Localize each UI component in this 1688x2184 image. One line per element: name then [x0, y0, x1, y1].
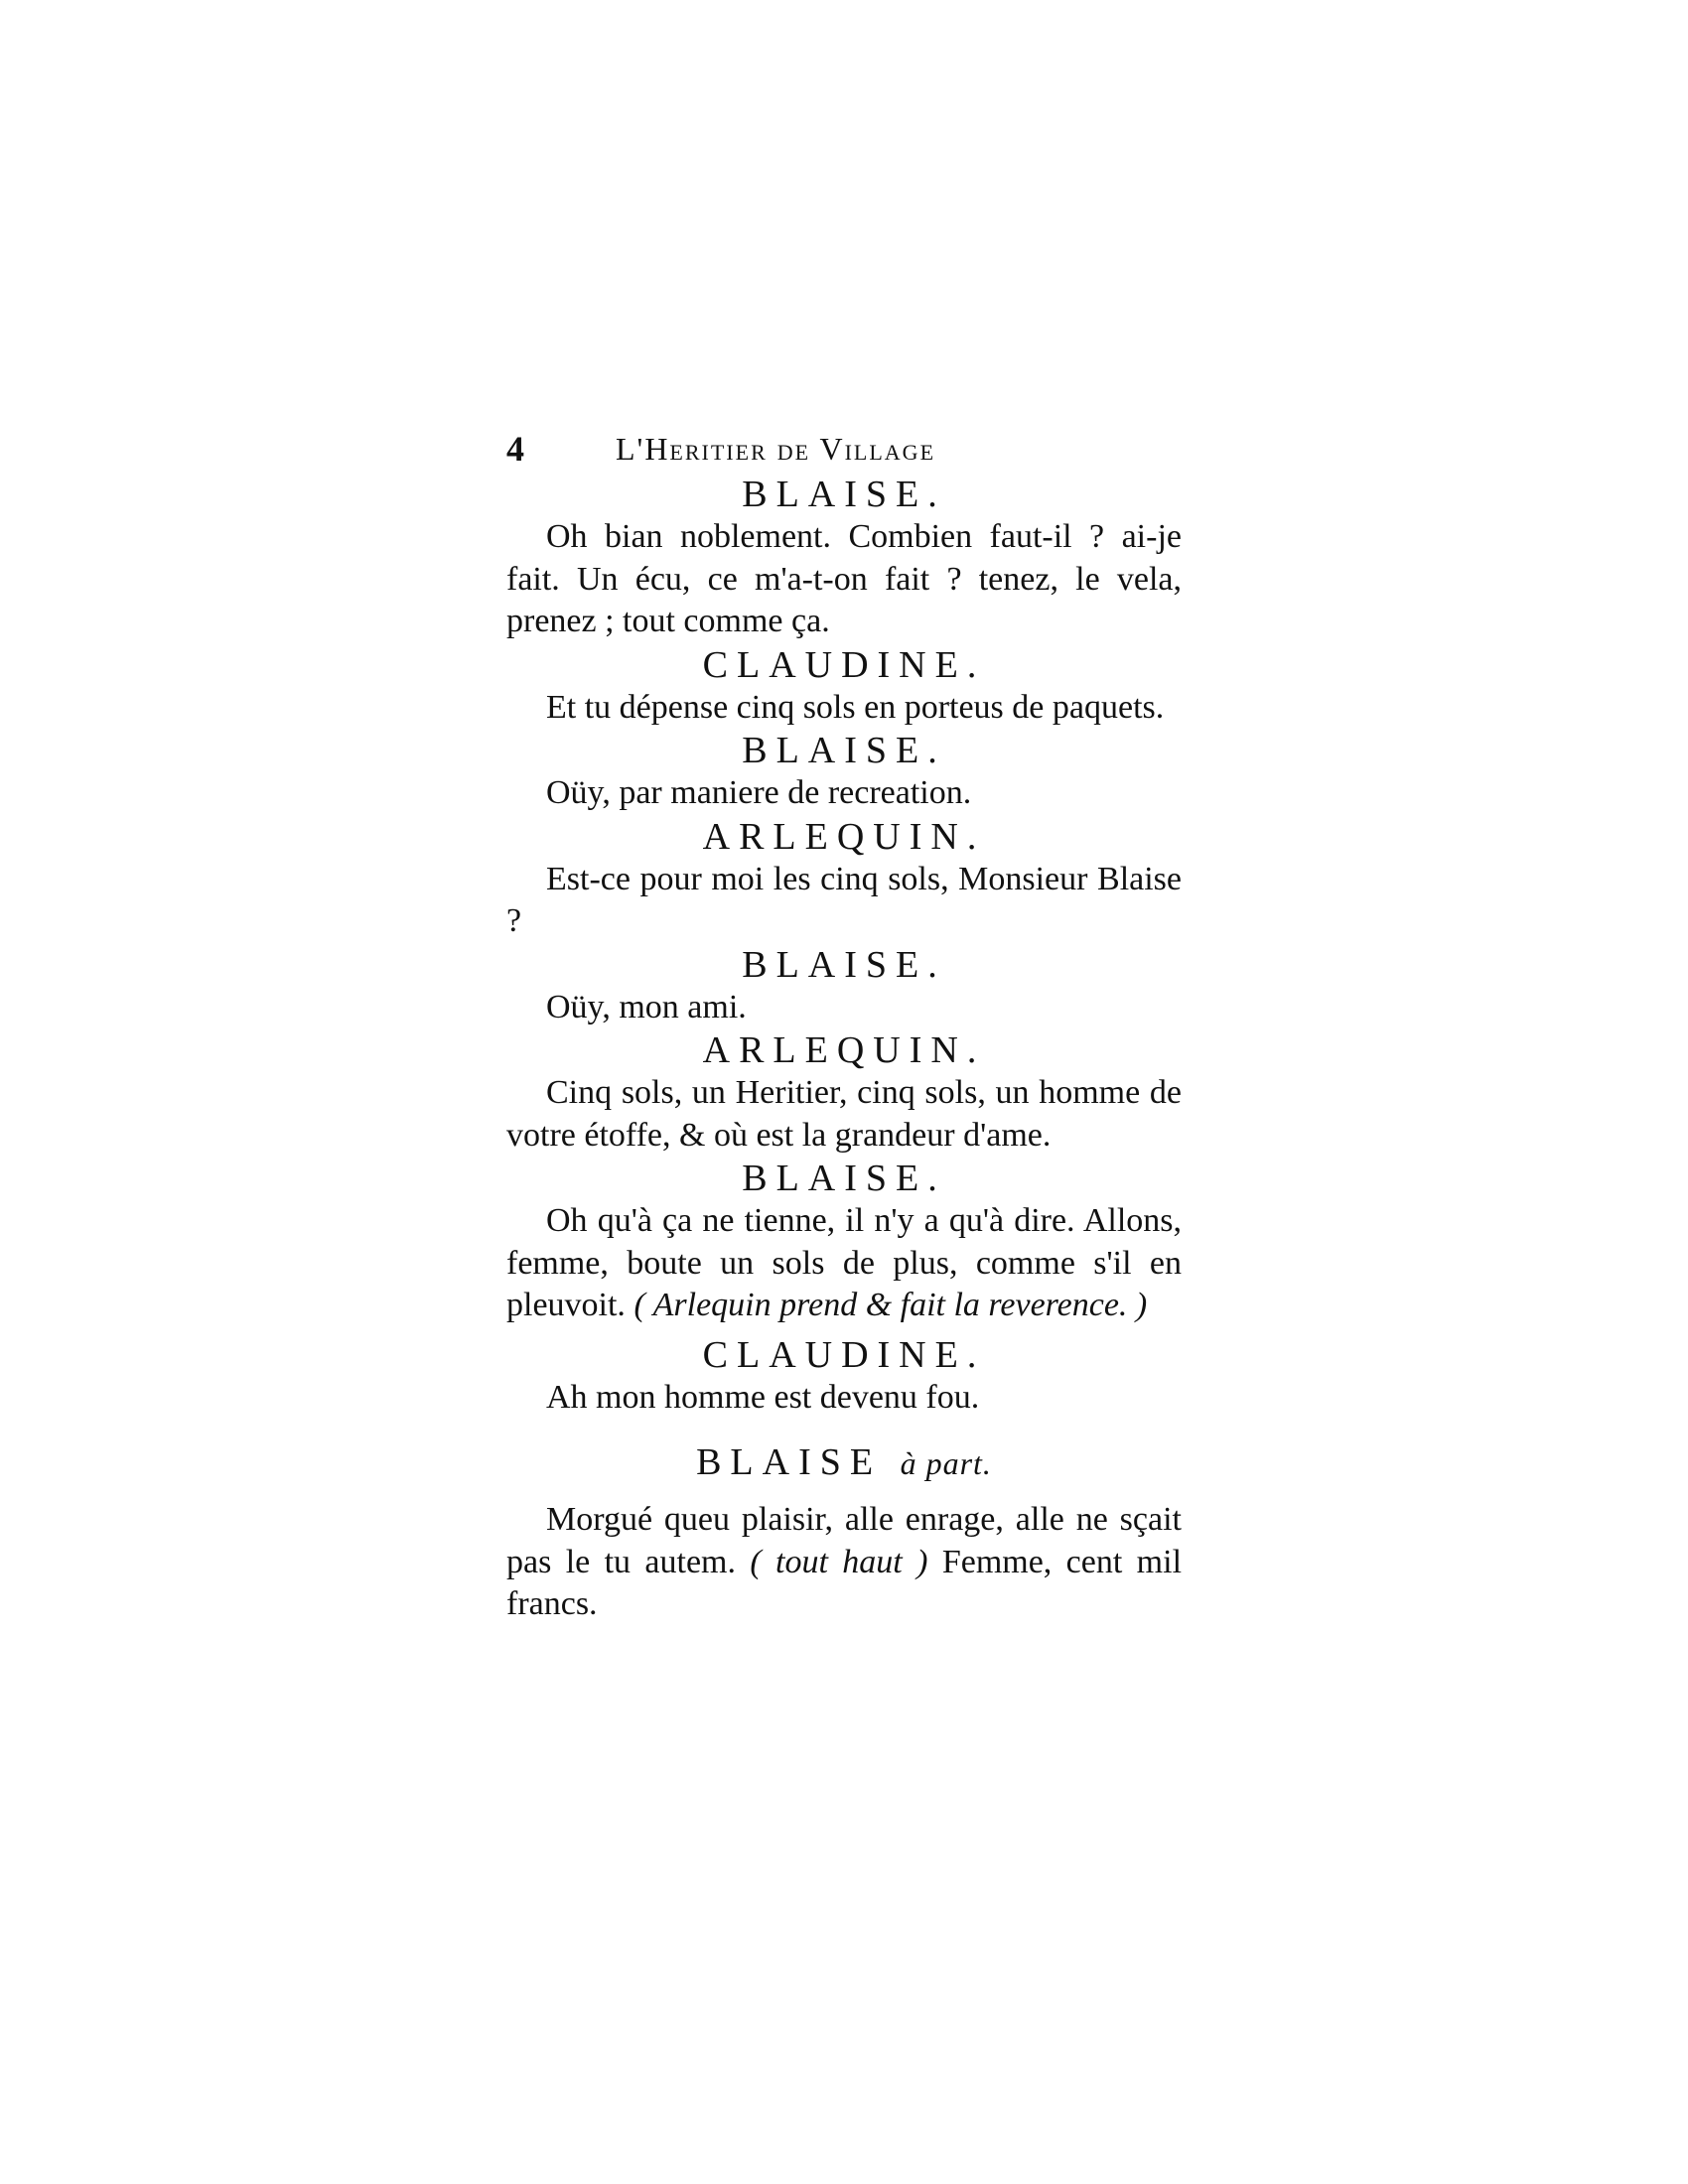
speaker-name	[506, 643, 1182, 687]
speech-line: Et tu dépense cinq sols en porteus de paquets.	[546, 688, 1165, 726]
speech-text	[506, 516, 1182, 643]
speech-line: Morgué queu plaisir, alle enrage, alle ne sçait pas le tu autem.	[506, 1501, 1182, 1580]
page-number: 4	[506, 429, 524, 469]
speech-text	[506, 1377, 1182, 1420]
speech-text	[506, 1499, 1182, 1626]
book-page	[506, 425, 1182, 1626]
speaker-name	[506, 729, 1182, 772]
speech-line: Cinq sols, un Heritier, cinq sols, un homme de votre étoffe, & où est la grandeur d'ame.	[506, 1074, 1182, 1154]
speaker-label: BLAISE.	[742, 943, 946, 986]
stage-direction: à part.	[900, 1445, 992, 1481]
speaker-label: ARLEQUIN.	[702, 1029, 986, 1071]
speaker-label: ARLEQUIN.	[702, 815, 986, 858]
speech-line: Oüy, par maniere de recreation.	[546, 774, 972, 811]
speech-text	[506, 687, 1182, 730]
speaker-label: CLAUDINE.	[702, 1333, 986, 1376]
speech-text	[506, 859, 1182, 943]
speaker-name	[506, 1157, 1182, 1200]
speech-text	[506, 1072, 1182, 1157]
speaker-name	[506, 1028, 1182, 1072]
play-dialogue	[506, 473, 1182, 1626]
speaker-name	[506, 1440, 1182, 1485]
speech-line: Oüy, mon ami.	[546, 988, 747, 1025]
speaker-label: BLAISE.	[742, 730, 946, 771]
speech-line: Ah mon homme est devenu fou.	[546, 1378, 980, 1416]
speech-text	[506, 772, 1182, 815]
speaker-label: CLAUDINE.	[702, 643, 986, 686]
running-title: L'Heritier de Village	[616, 431, 936, 467]
speaker-label: BLAISE.	[742, 1158, 946, 1199]
speaker-label: BLAISE.	[742, 474, 946, 515]
stage-direction: ( Arlequin prend & fait la reverence. )	[633, 1287, 1148, 1323]
speech-text	[506, 1200, 1182, 1327]
speech-line: Femme, cent mil francs.	[506, 1543, 1183, 1622]
speaker-name	[506, 1333, 1182, 1377]
speech-line: Oh qu'à ça ne tienne, il n'y a qu'à dire. Allons, femme, boute un sols de plus, comme s'il en pleuvoit.	[506, 1202, 1182, 1323]
speaker-name	[506, 943, 1182, 987]
speech-line: Est-ce pour moi les cinq sols, Monsieur Blaise ?	[506, 860, 1182, 939]
stage-direction: ( tout haut )	[750, 1543, 928, 1580]
speech-text	[506, 987, 1182, 1029]
running-head	[506, 425, 1182, 473]
speaker-label: BLAISE	[696, 1441, 883, 1483]
speaker-name	[506, 473, 1182, 516]
speech-line: Oh bian noblement. Combien faut-il ? ai-je fait. Un écu, ce m'a-t-on fait ? tenez, le vela, prenez ; tout comme ça.	[506, 518, 1182, 639]
speaker-name	[506, 815, 1182, 859]
